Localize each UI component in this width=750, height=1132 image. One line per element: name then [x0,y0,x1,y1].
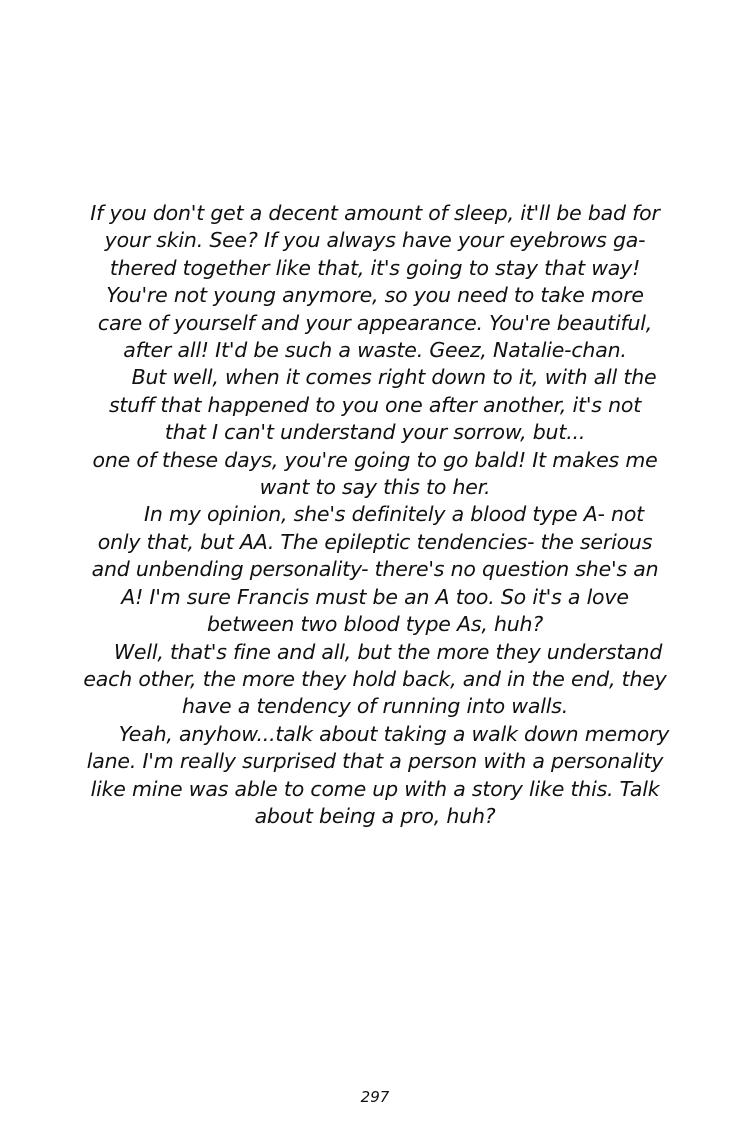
text-line: thered together like that, it's going to stay that way! [109,255,641,280]
text-line: that I can't understand your sorrow, but... [164,420,586,445]
text-line: after all! It'd be such a waste. Geez, Natalie-chan. [123,338,627,363]
text-line: like mine was able to come up with a story like this. Talk [90,776,660,801]
text-line: want to say this to her. [259,475,491,500]
text-line: have a tendency of running into walls. [181,694,569,719]
text-line: and unbending personality- there's no question she's an [91,557,659,582]
text-line: You're not young anymore, so you need to take more [106,283,644,308]
body-text [60,200,690,830]
text-line: about being a pro, huh? [254,803,496,828]
text-line-paragraph-start: But well, when it comes right down to it, with all the [131,365,657,390]
text-line: one of these days, you're going to go bald! It makes me [92,447,658,472]
text-line: lane. I'm really surprised that a person with a personality [86,749,664,774]
text-line-paragraph-start: In my opinion, she's definitely a blood type A- not [143,502,645,527]
text-line: If you don't get a decent amount of sleep, it'll be bad for [90,201,660,225]
text-line: A! I'm sure Francis must be an A too. So it's a love [121,584,629,609]
text-line: care of yourself and your appearance. You're beautiful, [97,310,653,335]
text-line: stuff that happened to you one after another, it's not [108,392,642,417]
page-number: 297 [360,1088,390,1106]
text-line: each other, the more they hold back, and in the end, they [83,666,667,691]
text-line: your skin. See? If you always have your eyebrows ga- [104,228,646,253]
text-line-paragraph-start: Well, that's fine and all, but the more they understand [113,639,663,664]
text-line: only that, but AA. The epileptic tendencies- the serious [97,529,653,554]
text-line: between two blood type As, huh? [206,612,544,637]
text-line-paragraph-start: Yeah, anyhow...talk about taking a walk down memory [118,721,670,746]
